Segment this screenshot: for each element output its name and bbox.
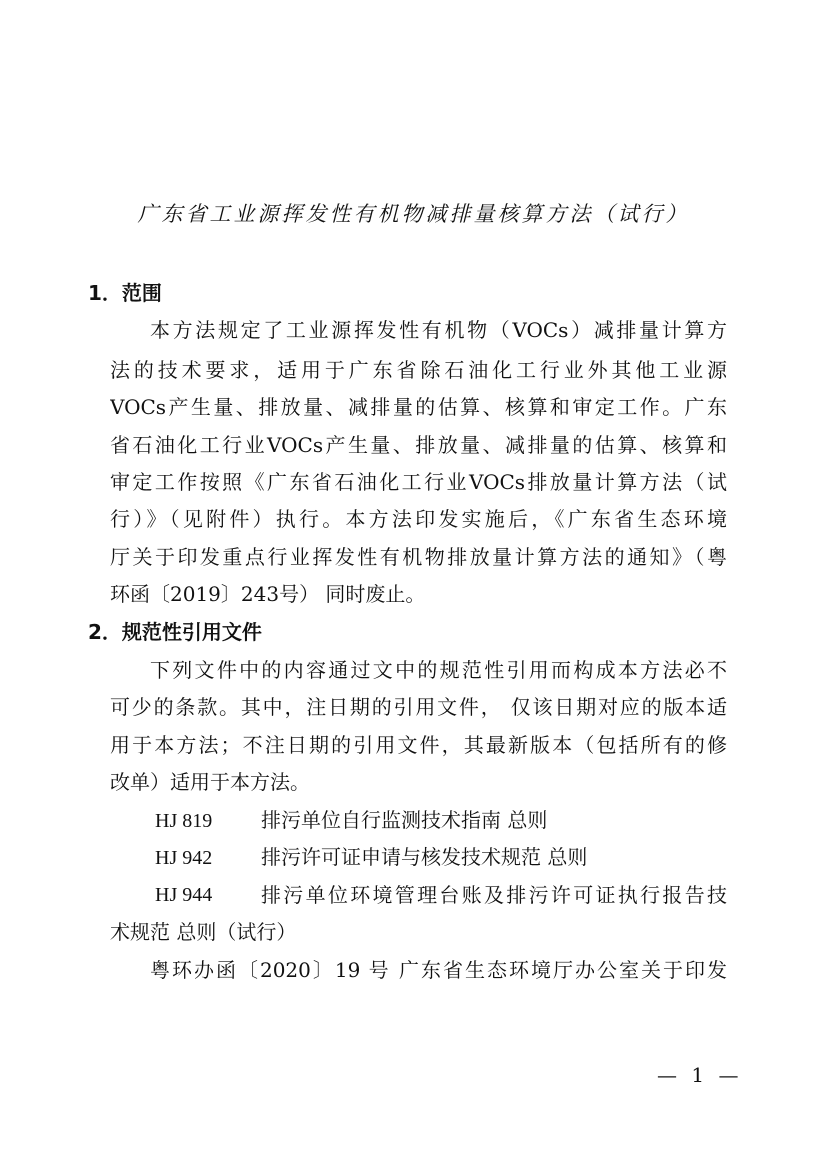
reference-item	[155, 880, 727, 910]
reference-title: 排污单位自行监测技术指南 总则	[261, 808, 548, 832]
reference-code: HJ 819	[155, 810, 213, 832]
paragraph-line: 省石油化工行业VOCs产生量、排放量、减排量的估算、核算和	[110, 433, 727, 457]
reference-title-continued: 术规范 总则（试行）	[110, 920, 297, 944]
reference-item	[155, 805, 547, 836]
paragraph-line: 审定工作按照《广东省石油化工行业VOCs排放量计算方法（试	[110, 470, 727, 494]
reference-code: HJ 944	[155, 884, 213, 906]
paragraph-line: 本方法规定了工业源挥发性有机物（VOCs）减排量计算方	[150, 318, 727, 342]
section-heading-scope: 1．范围	[88, 281, 162, 305]
paragraph-line: 行）》（见附件）执行。本方法印发实施后，《广东省生态环境	[110, 507, 727, 531]
paragraph-line: 环函〔2019〕243号） 同时废止。	[110, 582, 426, 606]
paragraph-line: 下列文件中的内容通过文中的规范性引用而构成本方法必不	[150, 658, 727, 682]
document-title: 广东省工业源挥发性有机物减排量核算方法（试行）	[137, 202, 690, 226]
paragraph-line: 用于本方法；不注日期的引用文件，其最新版本（包括所有的修	[110, 733, 727, 757]
paragraph-line: 改单）适用于本方法。	[110, 770, 310, 794]
reference-code: HJ 942	[155, 847, 213, 869]
paragraph-line: 粤环办函〔2020〕19 号 广东省生态环境厅办公室关于印发	[150, 958, 727, 982]
paragraph-line: VOCs产生量、排放量、减排量的估算、核算和审定工作。广东	[110, 395, 727, 419]
paragraph-line: 可少的条款。其中，注日期的引用文件， 仅该日期对应的版本适	[110, 695, 727, 719]
reference-title: 排污单位环境管理台账及排污许可证执行报告技	[261, 883, 727, 907]
reference-item	[155, 842, 587, 873]
reference-title: 排污许可证申请与核发技术规范 总则	[261, 845, 588, 869]
paragraph-line: 厅关于印发重点行业挥发性有机物排放量计算方法的通知》（粤	[110, 545, 727, 569]
section-heading-references: 2．规范性引用文件	[88, 620, 262, 644]
page-number: — 1 —	[657, 1063, 743, 1087]
paragraph-line: 法的技术要求，适用于广东省除石油化工行业外其他工业源	[110, 358, 727, 382]
